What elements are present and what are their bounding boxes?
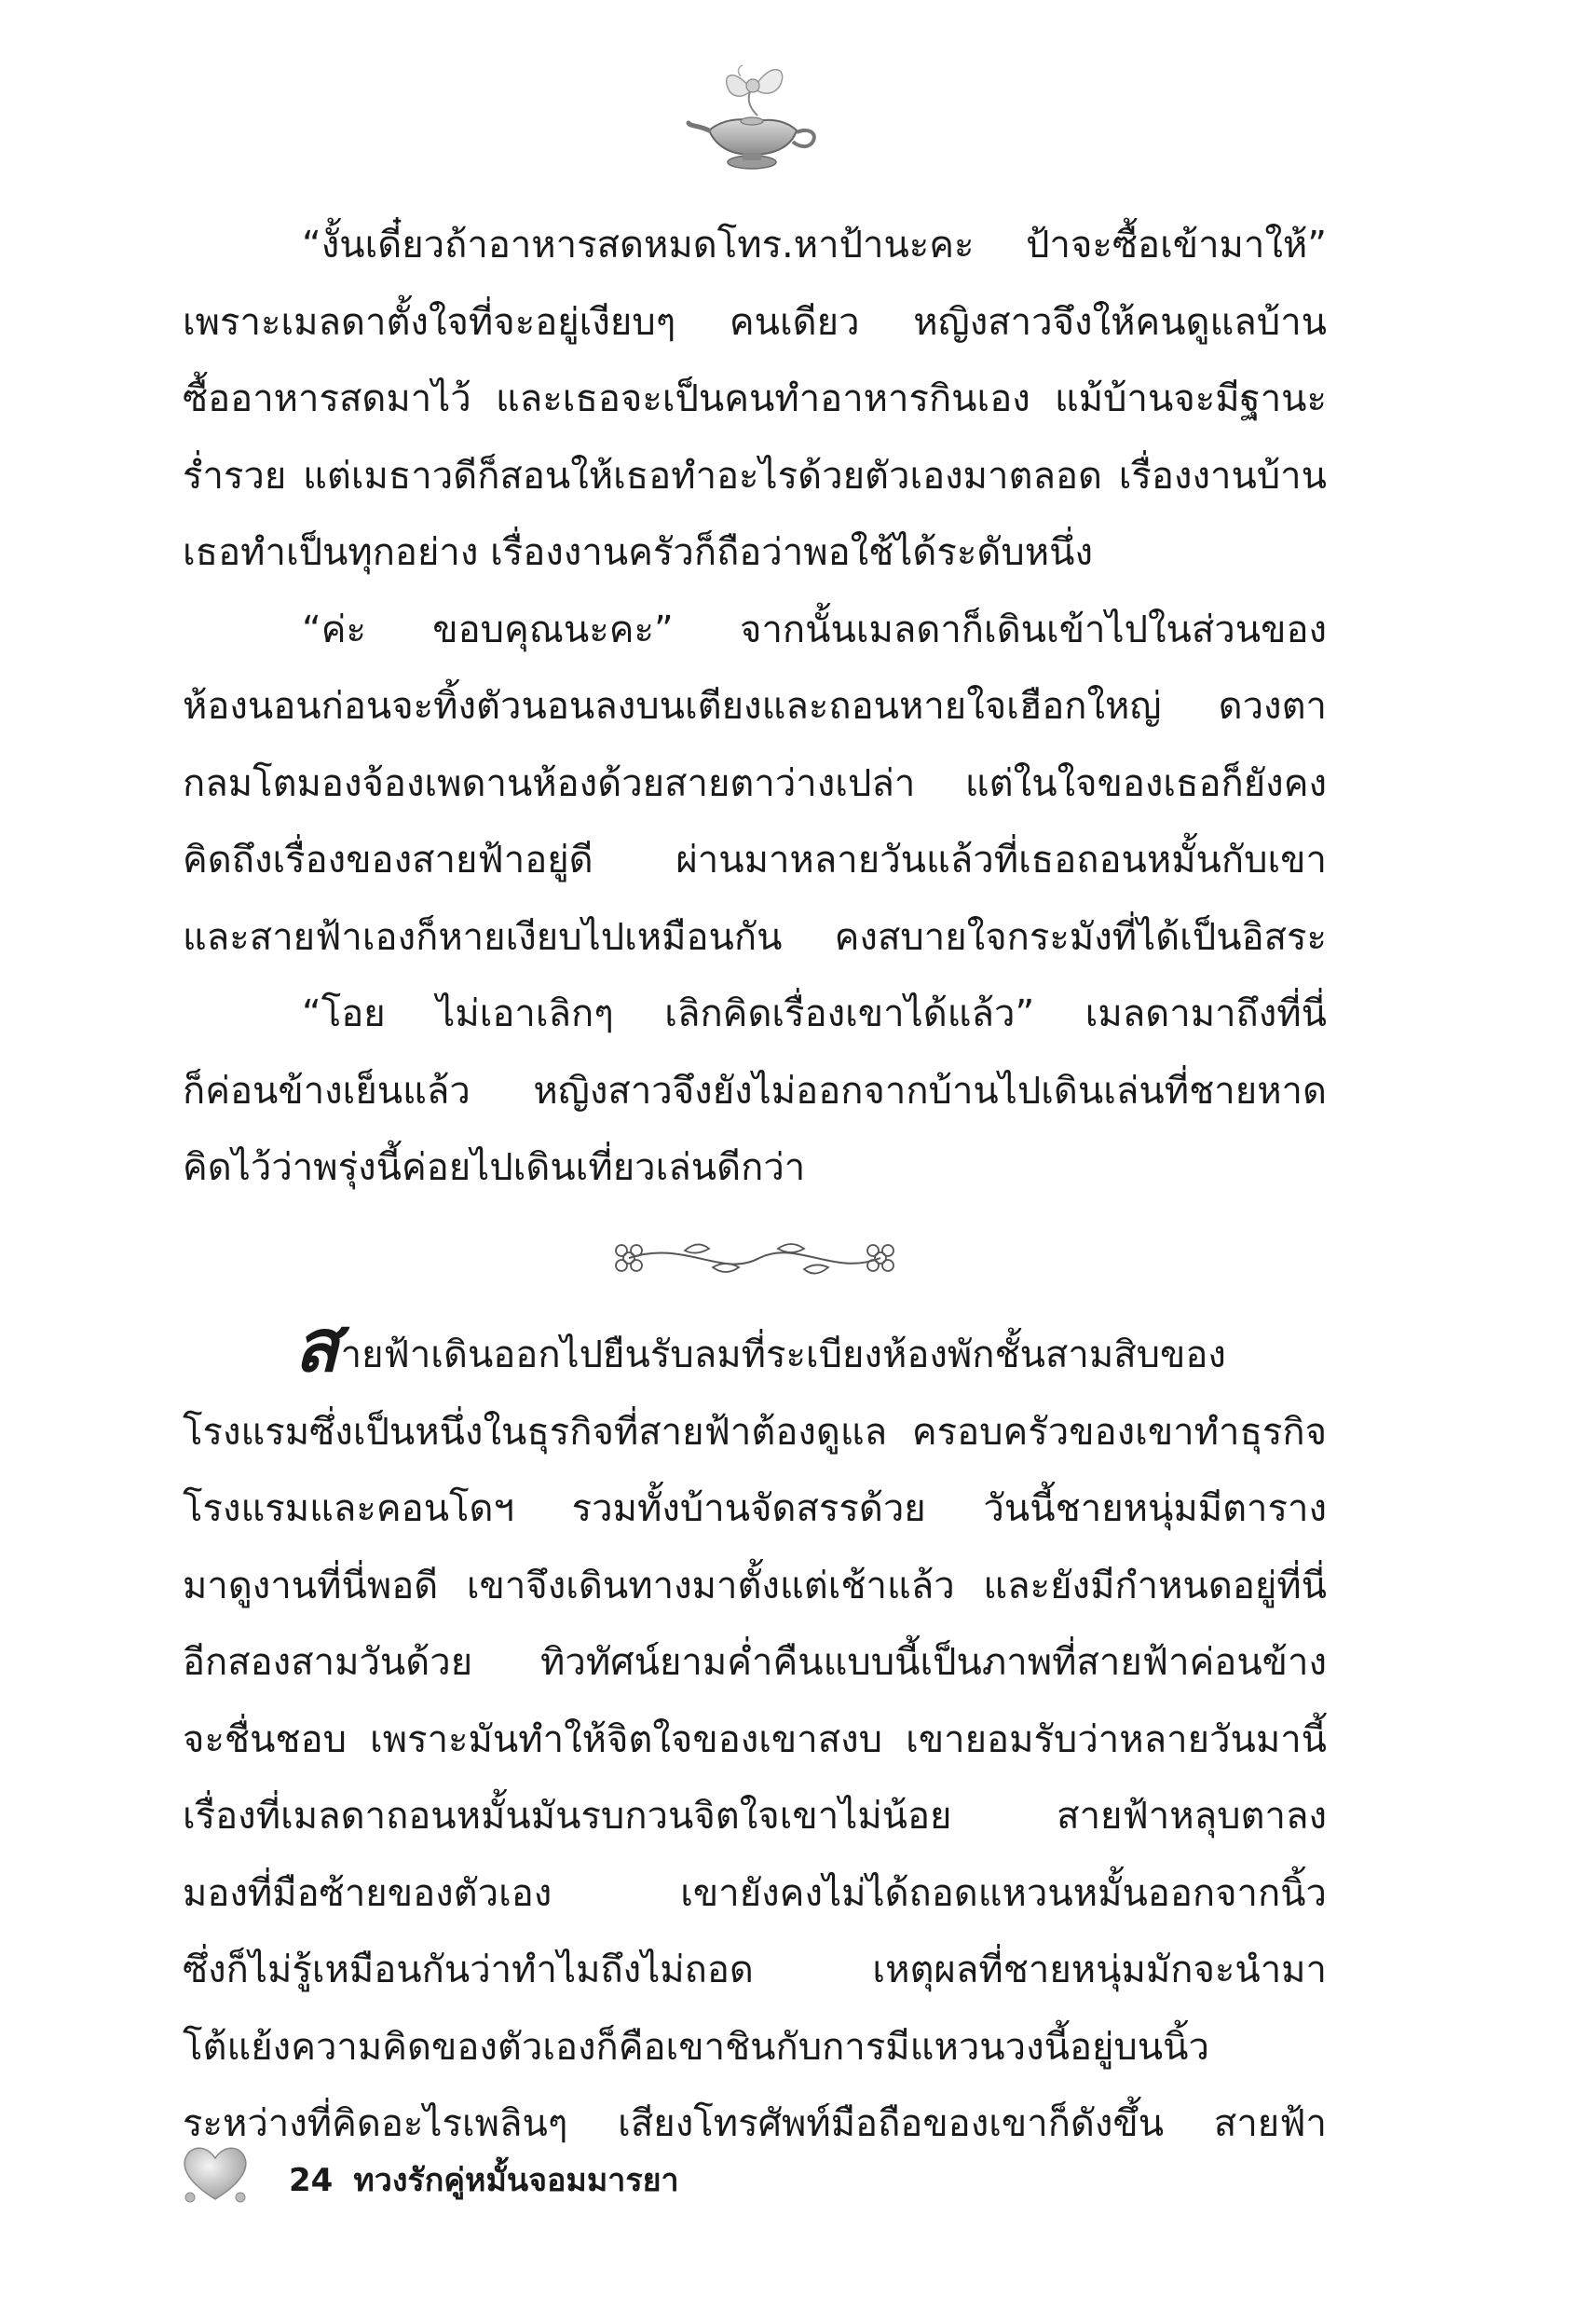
drop-cap: ส bbox=[294, 1317, 339, 1388]
text-line: ซื้ออาหารสดมาไว้ และเธอจะเป็นคนทำอาหารกินเอง แม้บ้านจะมีฐานะ bbox=[183, 377, 1327, 420]
genie-lamp-fairy-icon bbox=[685, 58, 825, 174]
text-line: ห้องนอนก่อนจะทิ้งตัวนอนลงบนเตียงและถอนหายใจเฮือกใหญ่ ดวงตา bbox=[183, 685, 1327, 728]
text-line: “ค่ะ ขอบคุณนะคะ” จากนั้นเมลดาก็เดินเข้าไปในส่วนของ bbox=[302, 608, 1327, 651]
book-title: ทวงรักคู่หมั้นจอมมารยา bbox=[353, 2162, 679, 2199]
text-line: มาดูงานที่นี่พอดี เขาจึงเดินทางมาตั้งแต่เช้าแล้ว และยังมีกำหนดอยู่ที่นี่ bbox=[183, 1564, 1327, 1607]
page-number: 24 bbox=[289, 2162, 334, 2199]
text-line: ซึ่งก็ไม่รู้เหมือนกันว่าทำไมถึงไม่ถอด เหตุผลที่ชายหนุ่มมักจะนำมา bbox=[183, 1949, 1327, 1991]
paragraph-block-1 bbox=[183, 207, 1327, 1207]
text-line: ร่ำรวย แต่เมธาวดีก็สอนให้เธอทำอะไรด้วยตัวเองมาตลอด เรื่องงานบ้าน bbox=[183, 454, 1327, 498]
paragraph-block-2 bbox=[183, 1317, 1327, 2163]
folio bbox=[289, 2154, 679, 2205]
text-line: กลมโตมองจ้องเพดานห้องด้วยสายตาว่างเปล่า แต่ในใจของเธอก็ยังคง bbox=[183, 761, 1327, 805]
text-line: โต้แย้งความคิดของตัวเองก็คือเขาชินกับการมีแหวนวงนี้อยู่บนนิ้ว bbox=[183, 2025, 1209, 2069]
text-line: ก็ค่อนข้างเย็นแล้ว หญิงสาวจึงยังไม่ออกจากบ้านไปเดินเล่นที่ชายหาด bbox=[183, 1069, 1327, 1113]
text-line: คิดไว้ว่าพรุ่งนี้ค่อยไปเดินเที่ยวเล่นดีกว่า bbox=[183, 1146, 806, 1189]
text-line: เรื่องที่เมลดาถอนหมั้นมันรบกวนจิตใจเขาไม่น้อย สายฟ้าหลุบตาลง bbox=[183, 1795, 1327, 1838]
floral-vine-divider-icon bbox=[601, 1230, 908, 1286]
page-footer bbox=[179, 2141, 1017, 2207]
text-line: ระหว่างที่คิดอะไรเพลินๆ เสียงโทรศัพท์มือถือของเขาก็ดังขึ้น สายฟ้า bbox=[183, 2102, 1327, 2145]
text-line: โรงแรมซึ่งเป็นหนึ่งในธุรกิจที่สายฟ้าต้องดูแล ครอบครัวของเขาทำธุรกิจ bbox=[183, 1410, 1327, 1454]
text-line: และสายฟ้าเองก็หายเงียบไปเหมือนกัน คงสบายใจกระมังที่ได้เป็นอิสระ bbox=[183, 915, 1327, 959]
text-line: จะชื่นชอบ เพราะมันทำให้จิตใจของเขาสงบ เขายอมรับว่าหลายวันมานี้ bbox=[183, 1717, 1327, 1761]
text-line: อีกสองสามวันด้วย ทิวทัศน์ยามค่ำคืนแบบนี้เป็นภาพที่สายฟ้าค่อนข้าง bbox=[183, 1641, 1327, 1684]
text-line-with-dropcap bbox=[183, 1317, 1327, 1394]
text-line: คิดถึงเรื่องของสายฟ้าอยู่ดี ผ่านมาหลายวันแล้วที่เธอถอนหมั้นกับเขา bbox=[183, 839, 1327, 882]
text-line: “งั้นเดี๋ยวถ้าอาหารสดหมดโทร.หาป้านะคะ ป้าจะซื้อเข้ามาให้” bbox=[302, 224, 1327, 267]
text-line: เพราะเมลดาตั้งใจที่จะอยู่เงียบๆ คนเดียว หญิงสาวจึงให้คนดูแลบ้าน bbox=[183, 300, 1327, 344]
heart-icon bbox=[179, 2141, 252, 2207]
text-line: “โอย ไม่เอาเลิกๆ เลิกคิดเรื่องเขาได้แล้ว” เมลดามาถึงที่นี่ bbox=[302, 992, 1327, 1035]
text-line: โรงแรมและคอนโดฯ รวมทั้งบ้านจัดสรรด้วย วันนี้ชายหนุ่มมีตาราง bbox=[183, 1487, 1327, 1530]
text-line-remainder: ายฟ้าเดินออกไปยืนรับลมที่ระเบียงห้องพักชั้นสามสิบของ bbox=[340, 1333, 1226, 1376]
text-line: มองที่มือซ้ายของตัวเอง เขายังคงไม่ได้ถอดแหวนหมั้นออกจากนิ้ว bbox=[183, 1871, 1327, 1915]
text-line: เธอทำเป็นทุกอย่าง เรื่องงานครัวก็ถือว่าพอใช้ได้ระดับหนึ่ง bbox=[183, 531, 1093, 574]
